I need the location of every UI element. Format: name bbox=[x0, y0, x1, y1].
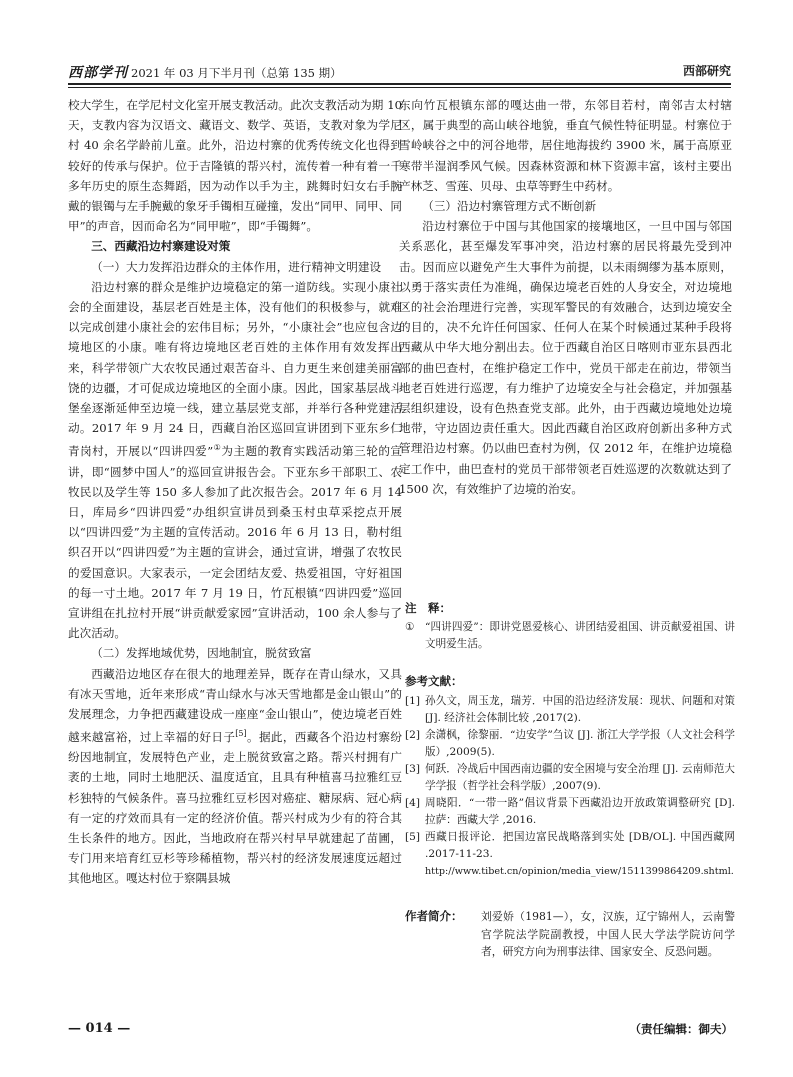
citation-marker[interactable]: [5] bbox=[235, 729, 247, 739]
subsection-heading: （三）沿边村寨管理方式不断创新 bbox=[422, 199, 597, 214]
header-issue-line bbox=[68, 62, 342, 82]
reference-number: [4] bbox=[405, 797, 421, 809]
paragraph-text: 西藏沿边地区存在很大的地理差异，既存在青山绿水，又具有冰天雪地，近年来形成“青山绿水与冰天雪地都是金山银山”的发展理念，力争把西藏建设成一座座“金山银山”，使边境老百姓越来越富裕，过上幸福的好日子 bbox=[68, 666, 402, 745]
footnote-marker[interactable]: ① bbox=[213, 443, 222, 453]
reference-number: [5] bbox=[405, 831, 421, 843]
paragraph-text: 沿边村寨的群众是维护边境稳定的第一道防线。实现小康社会的全面建设，基层老百姓是主体，没有他们的积极参与，就难以完成创建小康社会的宏伟目标；另外，“小康社会”也应包含边境地区的小康。唯有将边境地区老百姓的主体作用有效发挥出来，科学带领广大农牧民通过艰苦奋斗、自力更生来创建美丽富饶的边疆，才可促成边境地区的全面小康。因此，国家基层战斗堡垒逐渐延伸至边境一线，建立基层党支部，并举行各种党建活动。2017 年 9 月 24 日，西藏自治区巡回宣讲团到下亚东乡仁青岗村，开展以“四讲四爱” bbox=[68, 279, 402, 459]
references-title: 参考文献： bbox=[405, 674, 463, 688]
subsection-heading: （二）发挥地域优势，因地制宜，脱贫致富 bbox=[91, 646, 312, 661]
reference-text: 孙久文，周玉龙，瑞芳．中国的沿边经济发展：现状、问题和对策 [J]. 经济社会体制比较 ,2017(2). bbox=[425, 695, 735, 724]
issue-info: 2021 年 03 月下半月刊（总第 135 期） bbox=[131, 66, 342, 80]
paragraph bbox=[68, 664, 402, 889]
section-heading: 三、西藏沿边村寨建设对策 bbox=[91, 239, 231, 254]
reference-item bbox=[405, 727, 735, 761]
paragraph: 东向竹瓦根镇东部的嘎达曲一带，东邻目若村，南邻吉太村辖区，属于典型的高山峡谷地貌，垂直气候性特征明显。村寨位于雪岭峡谷之中的河谷地带，居住地海拔约 3900 米，属于高原亚寒带半湿润季风气候。因森林资源和林下资源丰富，该村主要出产林芝、雪莲、贝母、虫草等野生中药材。 bbox=[399, 98, 732, 193]
paragraph-text: 。据此，西藏各个沿边村寨纷纷因地制宜，发展特色产业，走上脱贫致富之路。帮兴村拥有广袤的土地，同时土地肥沃、温度适宜，且具有种植喜马拉雅红豆杉独特的气候条件。喜马拉雅红豆杉因对癌症、糖尿病、冠心病有一定的疗效而具有一定的经济价值。帮兴村成为少有的符合其生长条件的地方。因此，当地政府在帮兴村早早就建起了苗圃，专门用来培育红豆杉等珍稀植物，帮兴村的经济发展速度远超过其他地区。嘎达村位于察隅县城 bbox=[68, 730, 402, 886]
header-rule-thin bbox=[68, 87, 731, 88]
responsible-editor: （责任编辑：御夫） bbox=[629, 1022, 733, 1036]
subsection-heading: （一）大力发挥沿边群众的主体作用，进行精神文明建设 bbox=[91, 259, 382, 274]
notes-title: 注 释： bbox=[405, 601, 451, 615]
right-column bbox=[399, 95, 732, 499]
reference-item bbox=[405, 693, 735, 727]
section-name: 西部研究 bbox=[682, 64, 731, 78]
author-text: 刘爱娇（1981—），女，汉族，辽宁锦州人，云南警官学院法学院副教授，中国人民大学法学院访问学者，研究方向为刑事法律、国家安全、反恐问题。 bbox=[481, 910, 735, 958]
header-rule bbox=[68, 83, 731, 85]
paragraph bbox=[68, 277, 402, 644]
reference-text: 何跃．冷战后中国西南边疆的安全困境与安全治理 [J]. 云南师范大学学报（哲学社会科学版）,2007(9). bbox=[425, 763, 735, 792]
reference-number: [3] bbox=[405, 763, 421, 775]
reference-item bbox=[405, 761, 735, 795]
reference-text: 余潇枫，徐黎丽．“边安学”刍议 [J]. 浙江大学学报（人文社会科学版）,2009(5). bbox=[425, 729, 735, 758]
notes-section bbox=[405, 600, 735, 880]
left-column bbox=[68, 95, 402, 889]
paragraph: 校大学生，在学尼村文化室开展支教活动。此次支教活动为期 10 天，支教内容为汉语文、藏语文、数学、英语，支教对象为学尼村 40 余名学龄前儿童。此外，沿边村寨的优秀传统文化也得到较好的传承与保护。位于吉隆镇的帮兴村，流传着一种有着一千多年历史的原生态舞蹈，因为动作以手为主，跳舞时妇女右手腕戴的银镯与左手腕戴的象牙手镯相互碰撞，发出“同甲、同甲、同甲”的声音，因而命名为“同甲啦”，即“手镯舞”。 bbox=[68, 98, 402, 234]
note-text: “四讲四爱”：即讲党恩爱核心、讲团结爱祖国、讲贡献爱祖国、讲文明爱生活。 bbox=[425, 621, 735, 650]
reference-number: [1] bbox=[405, 695, 421, 707]
page-number: — 014 — bbox=[68, 1021, 131, 1036]
reference-text: 周晓阳．“一带一路”倡议背景下西藏沿边开放政策调整研究 [D]. 拉萨：西藏大学 ,2016. bbox=[425, 797, 735, 826]
reference-item bbox=[405, 795, 735, 829]
note-number: ① bbox=[405, 621, 415, 633]
reference-item bbox=[405, 829, 735, 863]
author-bio bbox=[405, 908, 735, 961]
author-label: 作者简介： bbox=[405, 909, 463, 923]
journal-logo: 西部学刊 bbox=[68, 65, 128, 81]
page-header bbox=[68, 60, 731, 82]
reference-url[interactable]: http://www.tibet.cn/opinion/media_view/1511399864209.shtml. bbox=[425, 866, 734, 877]
paragraph: 沿边村寨位于中国与其他国家的接壤地区，一旦中国与邻国关系恶化，甚至爆发军事冲突，沿边村寨的居民将最先受到冲击。因而应以避免产生大事件为前提，以未雨绸缪为基本原则，以勇于落实责任为准绳，确保边境老百姓的人身安全，对边境地区的社会治理进行完善，实现军警民的有效融合，达到边境安全的目的，决不允许任何国家、任何人在某个时候通过某种手段将西藏从中华大地分割出去。位于西藏自治区日喀则市亚东县西北部的曲巴查村，在维护稳定工作中，党员干部走在前边，带领当地老百姓进行巡逻，有力维护了边境安全与社会稳定，并加强基层组织建设，设有色热查党支部。此外，由于西藏边境地处边境地带，守边固边责任重大。因此西藏自治区政府创新出多种方式管理沿边村寨。仍以曲巴查村为例，仅 2012 年，在维护边境稳定工作中，曲巴查村的党员干部带领老百姓巡逻的次数就达到了 1500 次，有效维护了边境的治安。 bbox=[399, 219, 732, 496]
paragraph-text: 为主题的教育实践活动第三轮的宣讲，即“圆梦中国人”的巡回宣讲报告会。下亚东乡干部职工、农牧民以及学生等 150 多人参加了此次报告会。2017 年 6 月 14 日，库局乡“四讲四爱”办组织宣讲员到桑玉村虫草采挖点开展以“四讲四爱”为主题的宣传活动。2016 年 6 月 13 日，勒村组织召开以“四讲四爱”为主题的宣讲会，通过宣讲，增强了农牧民的爱国意识。大家表示，一定会团结友爱、热爱祖国，守好祖国的每一寸土地。2017 年 7 月 19 日，竹瓦根镇“四讲四爱”巡回宣讲组在扎拉村开展“讲贡献爱家园”宣讲活动，100 余人参与了此次活动。 bbox=[68, 444, 402, 641]
reference-text: 西藏日报评论．把国边富民战略落到实处 [DB/OL]. 中国西藏网 .2017-11-23. bbox=[425, 831, 735, 860]
note-item bbox=[405, 619, 735, 653]
reference-number: [2] bbox=[405, 729, 421, 741]
